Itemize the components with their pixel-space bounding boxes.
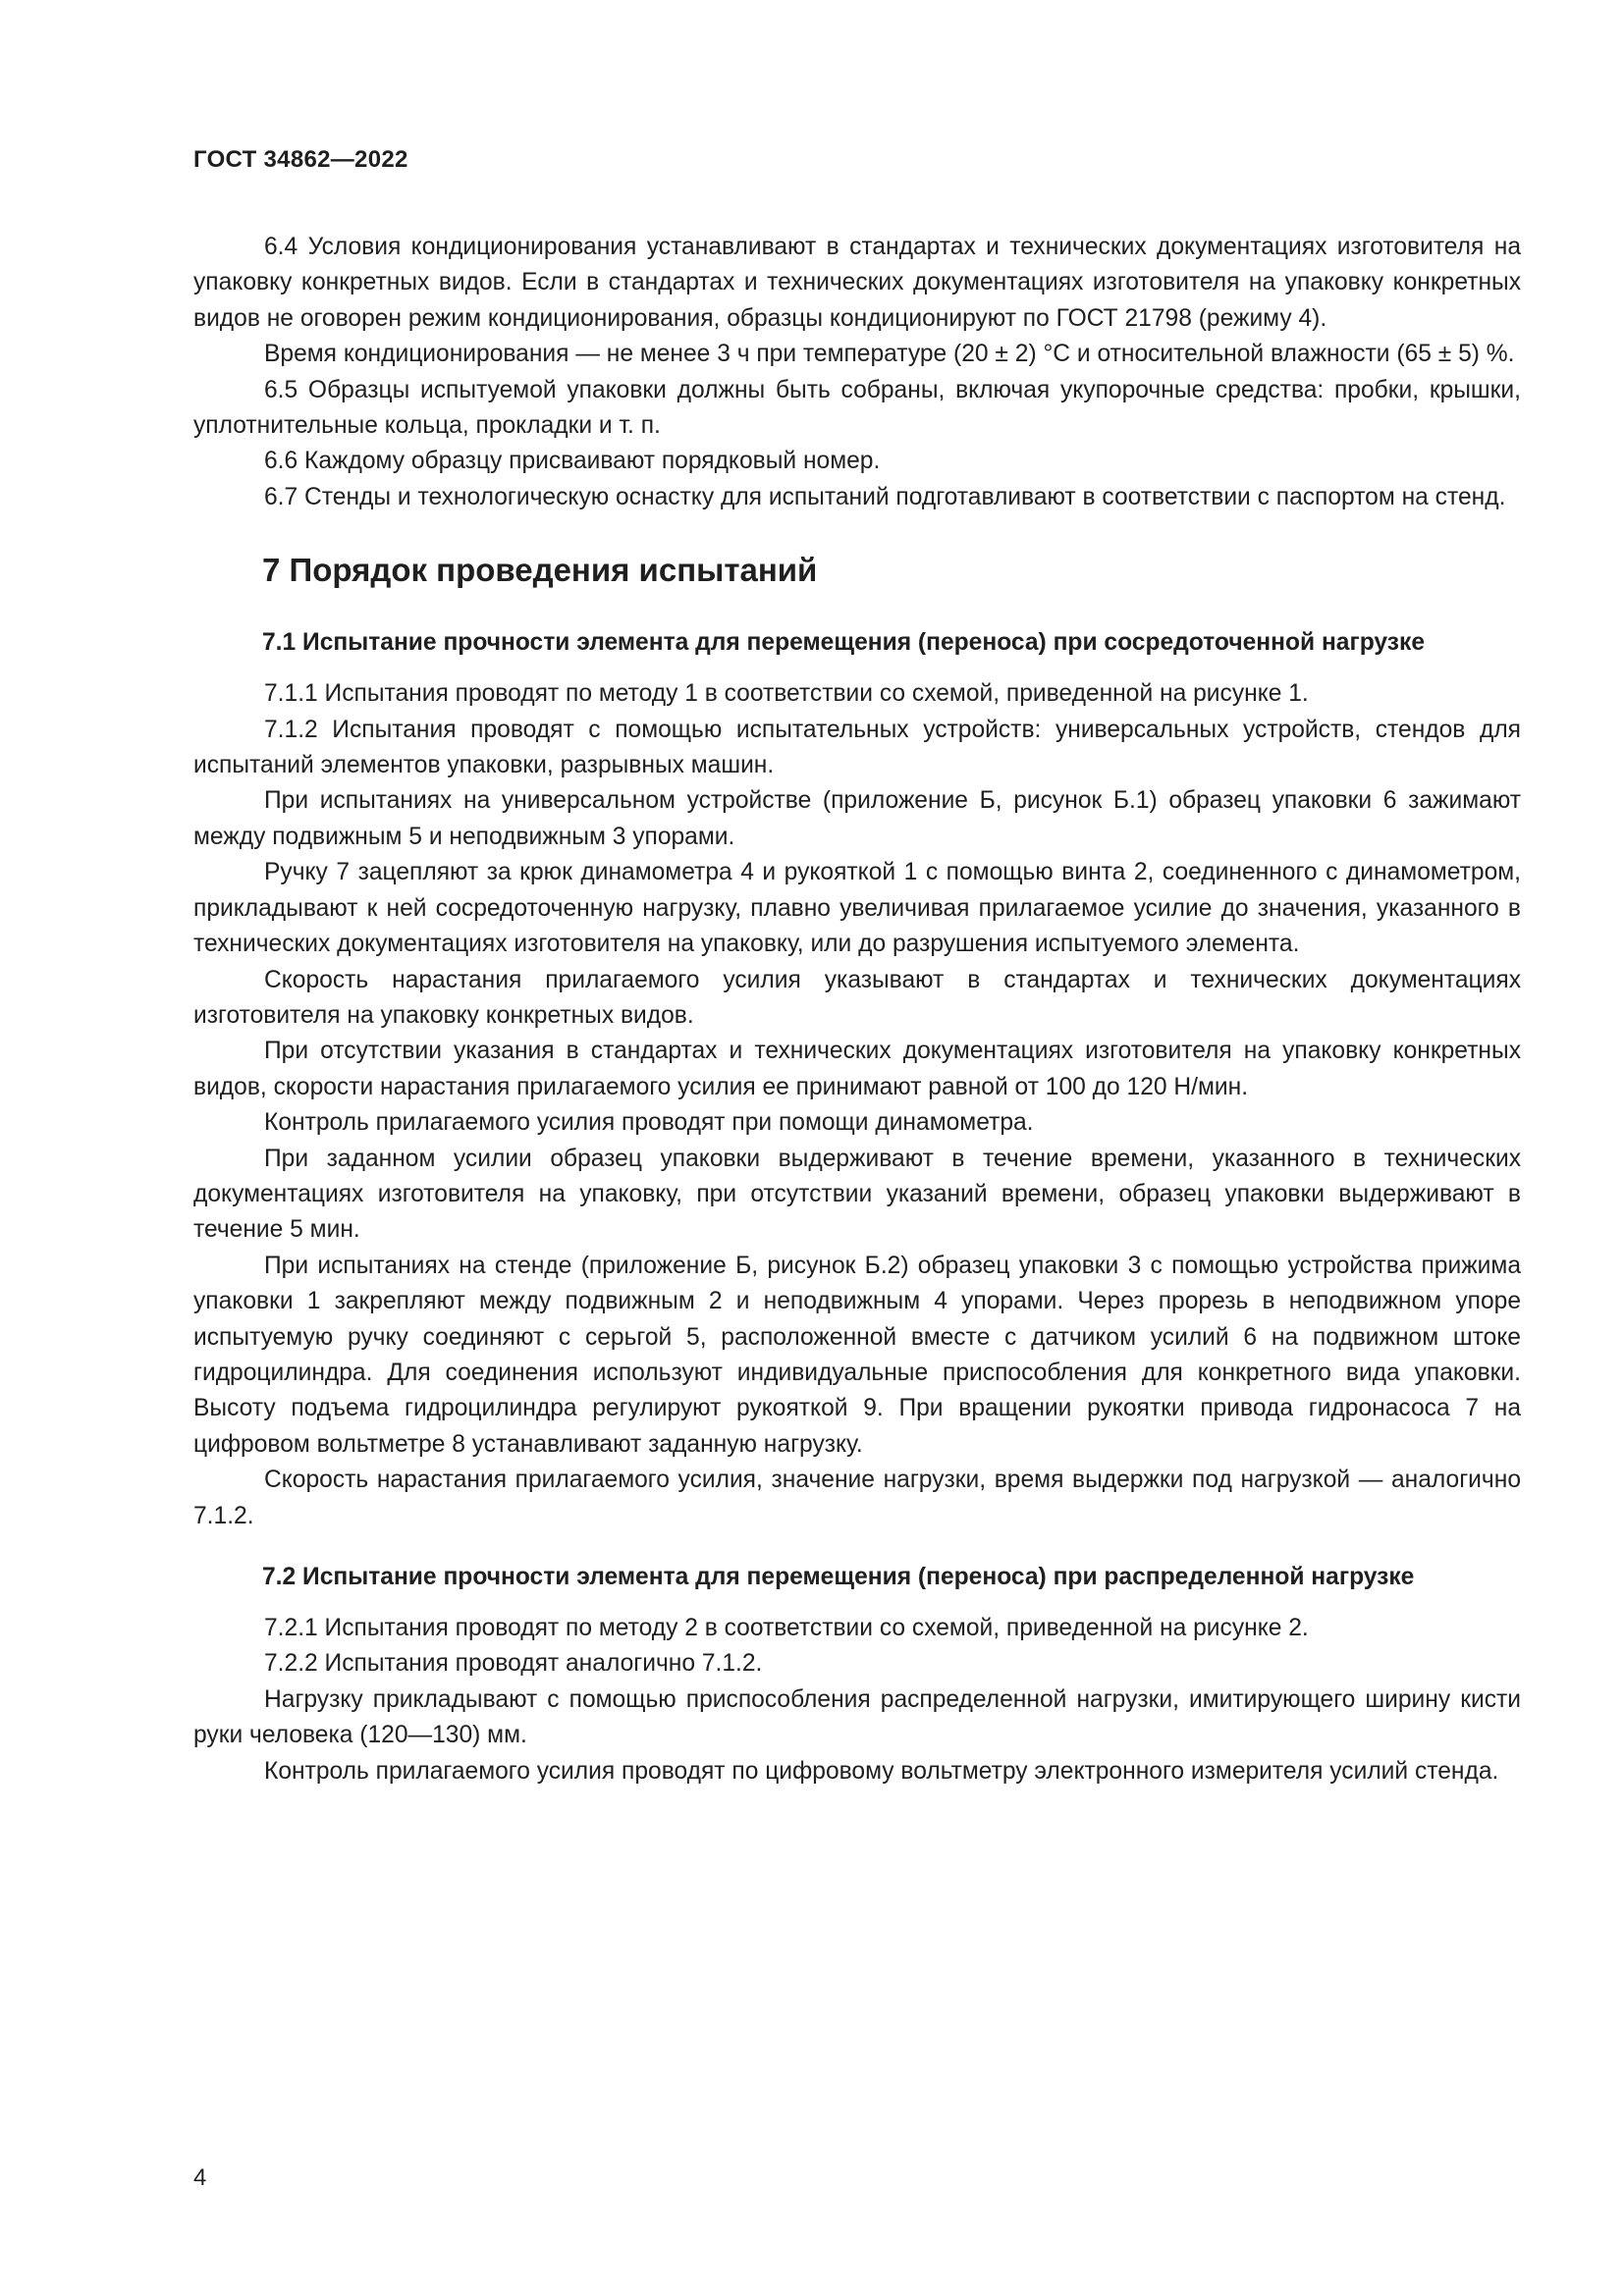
paragraph-voltmeter-control: Контроль прилагаемого усилия проводят по цифровому вольтметру электронного измерителя усилий стенда. <box>264 1757 1499 1785</box>
paragraph-6-7: 6.7 Стенды и технологическую оснастку для испытаний подготавливают в соответствии с паспортом на стенд. <box>264 483 1506 510</box>
paragraph-6-5: 6.5 Образцы испытуемой упаковки должны быть собраны, включая укупорочные средства: пробки, крышки, уплотнительные кольца, прокладки и т. п. <box>193 376 1521 440</box>
paragraph-handle-hook: Ручку 7 зацепляют за крюк динамометра 4 и рукояткой 1 с помощью винта 2, соединенного с динамометром, прикладывают к ней сосредоточенную нагрузку, плавно увеличивая прилагаемое усилие до значения, указанного в технических документациях изготовителя на упаковку, или до разрушения испытуемого элемента. <box>193 859 1521 958</box>
paragraph-dynamometer-control: Контроль прилагаемого усилия проводят при помощи динамометра. <box>264 1109 1034 1137</box>
paragraph-load-rate: Скорость нарастания прилагаемого усилия указывают в стандартах и технических документациях изготовителя на упаковку конкретных видов. <box>193 966 1521 1029</box>
subsection-7-1-title: 7.1 Испытание прочности элемента для перемещения (переноса) при сосредоточенной нагрузке <box>262 629 1425 657</box>
paragraph-distributed-load: Нагрузку прикладывают с помощью приспособления распределенной нагрузки, имитирующего ширину кисти руки человека (120—130) мм. <box>193 1685 1521 1749</box>
paragraph-load-rate-default: При отсутствии указания в стандартах и технических документациях изготовителя на упаковку конкретных видов, скорости нарастания прилагаемого усилия ее принимают равной от 100 до 120 Н/мин. <box>193 1038 1521 1100</box>
page-number: 4 <box>193 2164 207 2191</box>
paragraph-7-2-1: 7.2.1 Испытания проводят по методу 2 в соответствии со схемой, приведенной на рисунке 2. <box>264 1615 1309 1641</box>
document-code-header: ГОСТ 34862—2022 <box>193 146 408 173</box>
paragraph-universal-device: При испытаниях на универсальном устройстве (приложение Б, рисунок Б.1) образец упаковки 6 зажимают между подвижным 5 и неподвижным 3 упорами. <box>193 787 1521 850</box>
subsection-7-2-title: 7.2 Испытание прочности элемента для перемещения (переноса) при распределенной нагрузке <box>262 1564 1415 1590</box>
paragraph-7-2-2: 7.2.2 Испытания проводят аналогично 7.1.2. <box>264 1650 763 1678</box>
paragraph-6-6: 6.6 Каждому образцу присваивают порядковый номер. <box>264 448 881 475</box>
paragraph-7-1-1: 7.1.1 Испытания проводят по методу 1 в соответствии со схемой, приведенной на рисунке 1. <box>264 680 1309 708</box>
paragraph-7-1-2: 7.1.2 Испытания проводят с помощью испытательных устройств: универсальных устройств, стендов для испытаний элементов упаковки, разрывных машин. <box>193 716 1521 779</box>
paragraph-conditioning-time: Время кондиционирования — не менее 3 ч при температуре (20 ± 2) °С и относительной влажности (65 ± 5) %. <box>264 341 1515 368</box>
paragraph-stand-load-rate: Скорость нарастания прилагаемого усилия, значение нагрузки, время выдержки под нагрузкой — аналогично 7.1.2. <box>193 1467 1521 1529</box>
section-7-title: 7 Порядок проведения испытаний <box>262 552 818 589</box>
document-page <box>193 145 1521 1789</box>
paragraph-hold-time: При заданном усилии образец упаковки выдерживают в течение времени, указанного в технических документациях изготовителя на упаковку, при отсутствии указаний времени, образец упаковки выдерживают в течение 5 мин. <box>193 1145 1521 1244</box>
paragraph-6-4: 6.4 Условия кондиционирования устанавливают в стандартах и технических документациях изготовителя на упаковку конкретных видов. Если в стандартах и технических документациях изготовителя на упаковку конкретных видов не оговорен режим кондиционирования, образцы кондиционируют по ГОСТ 21798 (режиму 4). <box>193 234 1521 332</box>
paragraph-stand-test: При испытаниях на стенде (приложение Б, рисунок Б.2) образец упаковки 3 с помощью устройства прижима упаковки 1 закрепляют между подвижным 2 и неподвижным 4 упорами. Через прорезь в неподвижном упоре испытуемую ручку соединяют с серьгой 5, расположенной вместе с датчиком усилий 6 на подвижном штоке гидроцилиндра. Для соединения используют индивидуальные приспособления для конкретного вида упаковки. Высоту подъема гидроцилиндра регулируют рукояткой 9. При вращении рукоятки привода гидронасоса 7 на цифровом вольтметре 8 устанавливают заданную нагрузку. <box>193 1252 1521 1458</box>
